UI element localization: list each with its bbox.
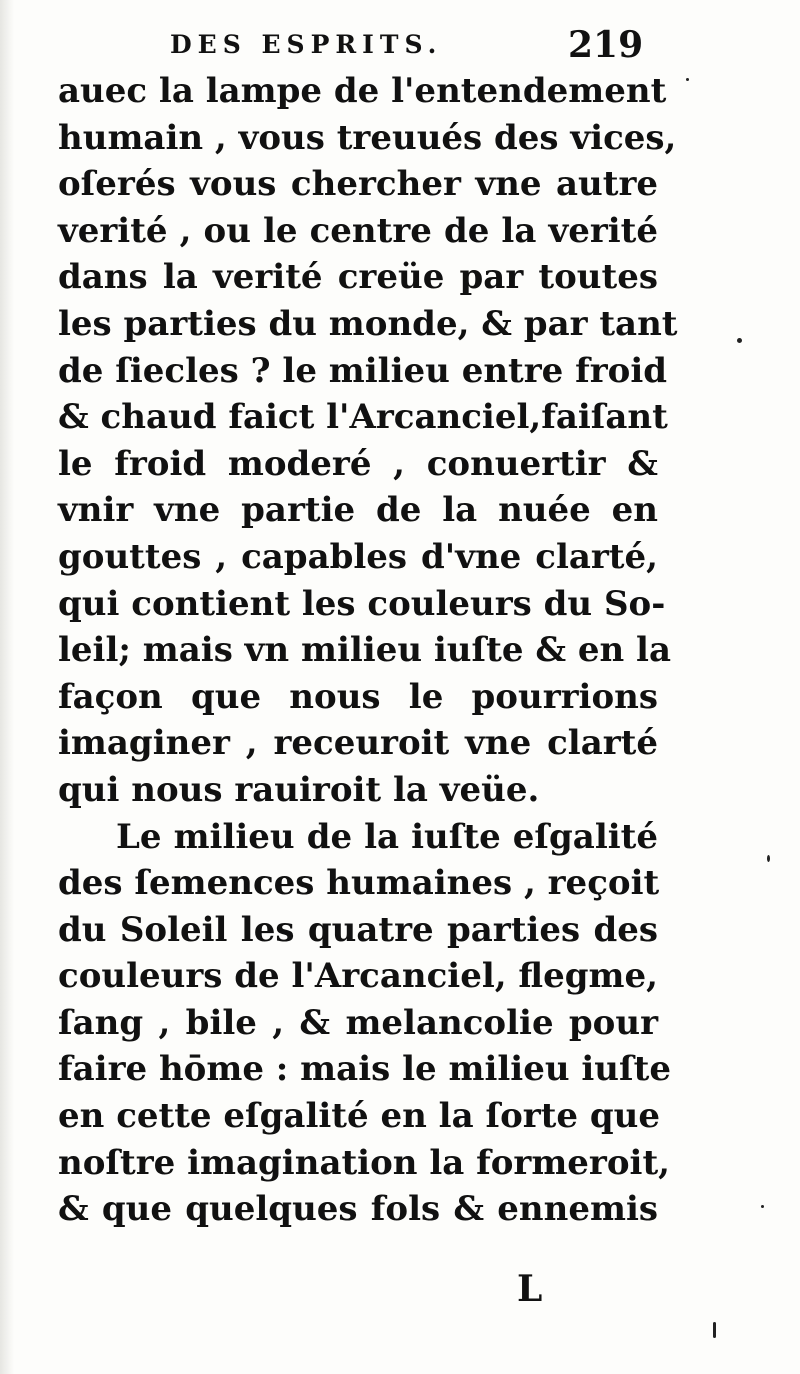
page-number: 219 — [568, 24, 644, 66]
ink-speck — [761, 1205, 764, 1208]
ink-speck — [767, 855, 770, 862]
text-line: qui nous rauiroit la veüe. — [58, 769, 540, 810]
text-line: couleurs de l'Arcanciel, flegme, — [58, 956, 658, 997]
signature-mark: L — [517, 1268, 543, 1310]
text-line: ſang , bile , & melancolie pour — [58, 1002, 658, 1043]
text-line: dans la verité creüe par toutes — [58, 257, 658, 298]
text-line: oſerés vous chercher vne autre — [58, 164, 658, 205]
text-line: noſtre imagination la formeroit, — [58, 1142, 670, 1183]
text-line: Le milieu de la iuſte eſgalité — [116, 816, 658, 857]
text-line: façon que nous le pourrions — [58, 676, 658, 717]
ink-speck — [686, 78, 689, 81]
text-line: gouttes , capables d'vne clarté, — [58, 536, 658, 577]
text-line: des ſemences humaines , reçoit — [58, 863, 660, 904]
text-line: le froid moderé , conuertir & — [58, 443, 658, 484]
body-text — [58, 68, 678, 1233]
text-line: & que quelques fols & ennemis — [58, 1189, 658, 1230]
text-line: qui contient les couleurs du So- — [58, 583, 666, 624]
text-line: vnir vne partie de la nuée en — [58, 490, 658, 531]
text-line: de ſiecles ? le milieu entre froid — [58, 350, 668, 391]
ink-speck — [737, 338, 742, 343]
text-line: imaginer , receuroit vne clarté — [58, 723, 658, 764]
text-line: & chaud faict l'Arcanciel,faiſant — [58, 397, 668, 438]
text-line: du Soleil les quatre parties des — [58, 909, 658, 950]
text-line: les parties du monde, & par tant — [58, 303, 678, 344]
ink-speck — [713, 1322, 716, 1338]
text-line: leil; mais vn milieu iuſte & en la — [58, 630, 671, 671]
text-line: auec la lampe de l'entendement — [58, 71, 667, 111]
text-line: en cette eſgalité en la ſorte que — [58, 1096, 660, 1137]
text-line: faire hōme : mais le milieu iuſte — [58, 1049, 671, 1090]
text-line: verité , ou le centre de la verité — [58, 210, 658, 251]
running-head: DES ESPRITS. — [170, 30, 443, 59]
page-gutter-shadow — [0, 0, 14, 1374]
text-line: humain , vous treuués des vices, — [58, 117, 677, 158]
page-header — [0, 24, 800, 68]
